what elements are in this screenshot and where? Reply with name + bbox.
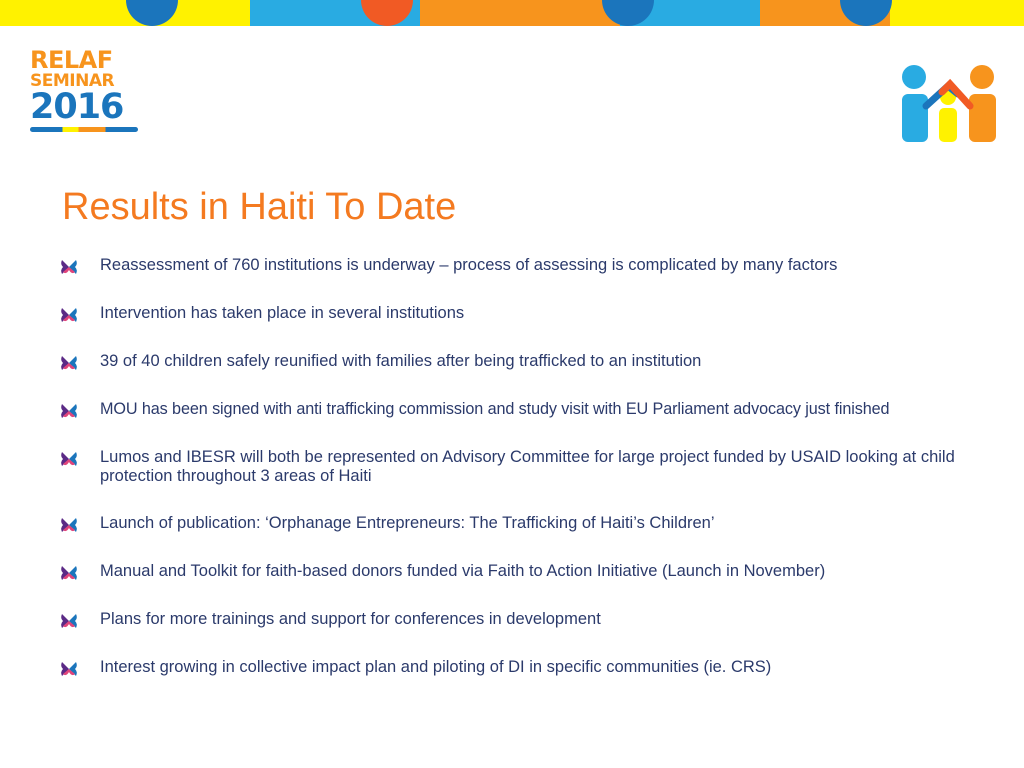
top-color-bar xyxy=(0,0,1024,26)
bullet-text: Lumos and IBESR will both be represented on Advisory Committee for large project funded by USAID looking at child protection throughout 3 areas of Haiti xyxy=(100,448,955,485)
bullet-text: 39 of 40 children safely reunified with families after being trafficked to an institution xyxy=(100,352,702,370)
butterfly-icon xyxy=(60,660,78,678)
bullet-text: Manual and Toolkit for faith-based donors funded via Faith to Action Initiative (Launch in November) xyxy=(100,562,826,580)
butterfly-icon xyxy=(60,354,78,372)
relaf-seminar-logo xyxy=(30,48,142,144)
family-figures-icon xyxy=(898,64,998,144)
bullet-text: Reassessment of 760 institutions is underway – process of assessing is complicated by many factors xyxy=(100,256,838,274)
bullet-text: Plans for more trainings and support for conferences in development xyxy=(100,610,601,628)
butterfly-icon xyxy=(60,258,78,276)
slide-title: Results in Haiti To Date xyxy=(62,186,457,228)
bullet-text: Interest growing in collective impact plan and piloting of DI in specific communities (ie. CRS) xyxy=(100,658,772,676)
butterfly-icon xyxy=(60,612,78,630)
logo-line-relaf: RELAF xyxy=(30,46,113,74)
butterfly-icon xyxy=(60,516,78,534)
butterfly-icon xyxy=(60,450,78,468)
butterfly-icon xyxy=(60,306,78,324)
logo-line-seminar: SEMINAR xyxy=(30,71,115,91)
logo-stripe xyxy=(30,127,138,132)
bullet-text: MOU has been signed with anti trafficking commission and study visit with EU Parliament advocacy just finished xyxy=(100,400,890,418)
bullet-text: Launch of publication: ‘Orphanage Entrepreneurs: The Trafficking of Haiti’s Children’ xyxy=(100,514,715,532)
butterfly-icon xyxy=(60,402,78,420)
logo-line-year: 2016 xyxy=(30,87,124,127)
bullet-text: Intervention has taken place in several institutions xyxy=(100,304,465,322)
butterfly-icon xyxy=(60,564,78,582)
